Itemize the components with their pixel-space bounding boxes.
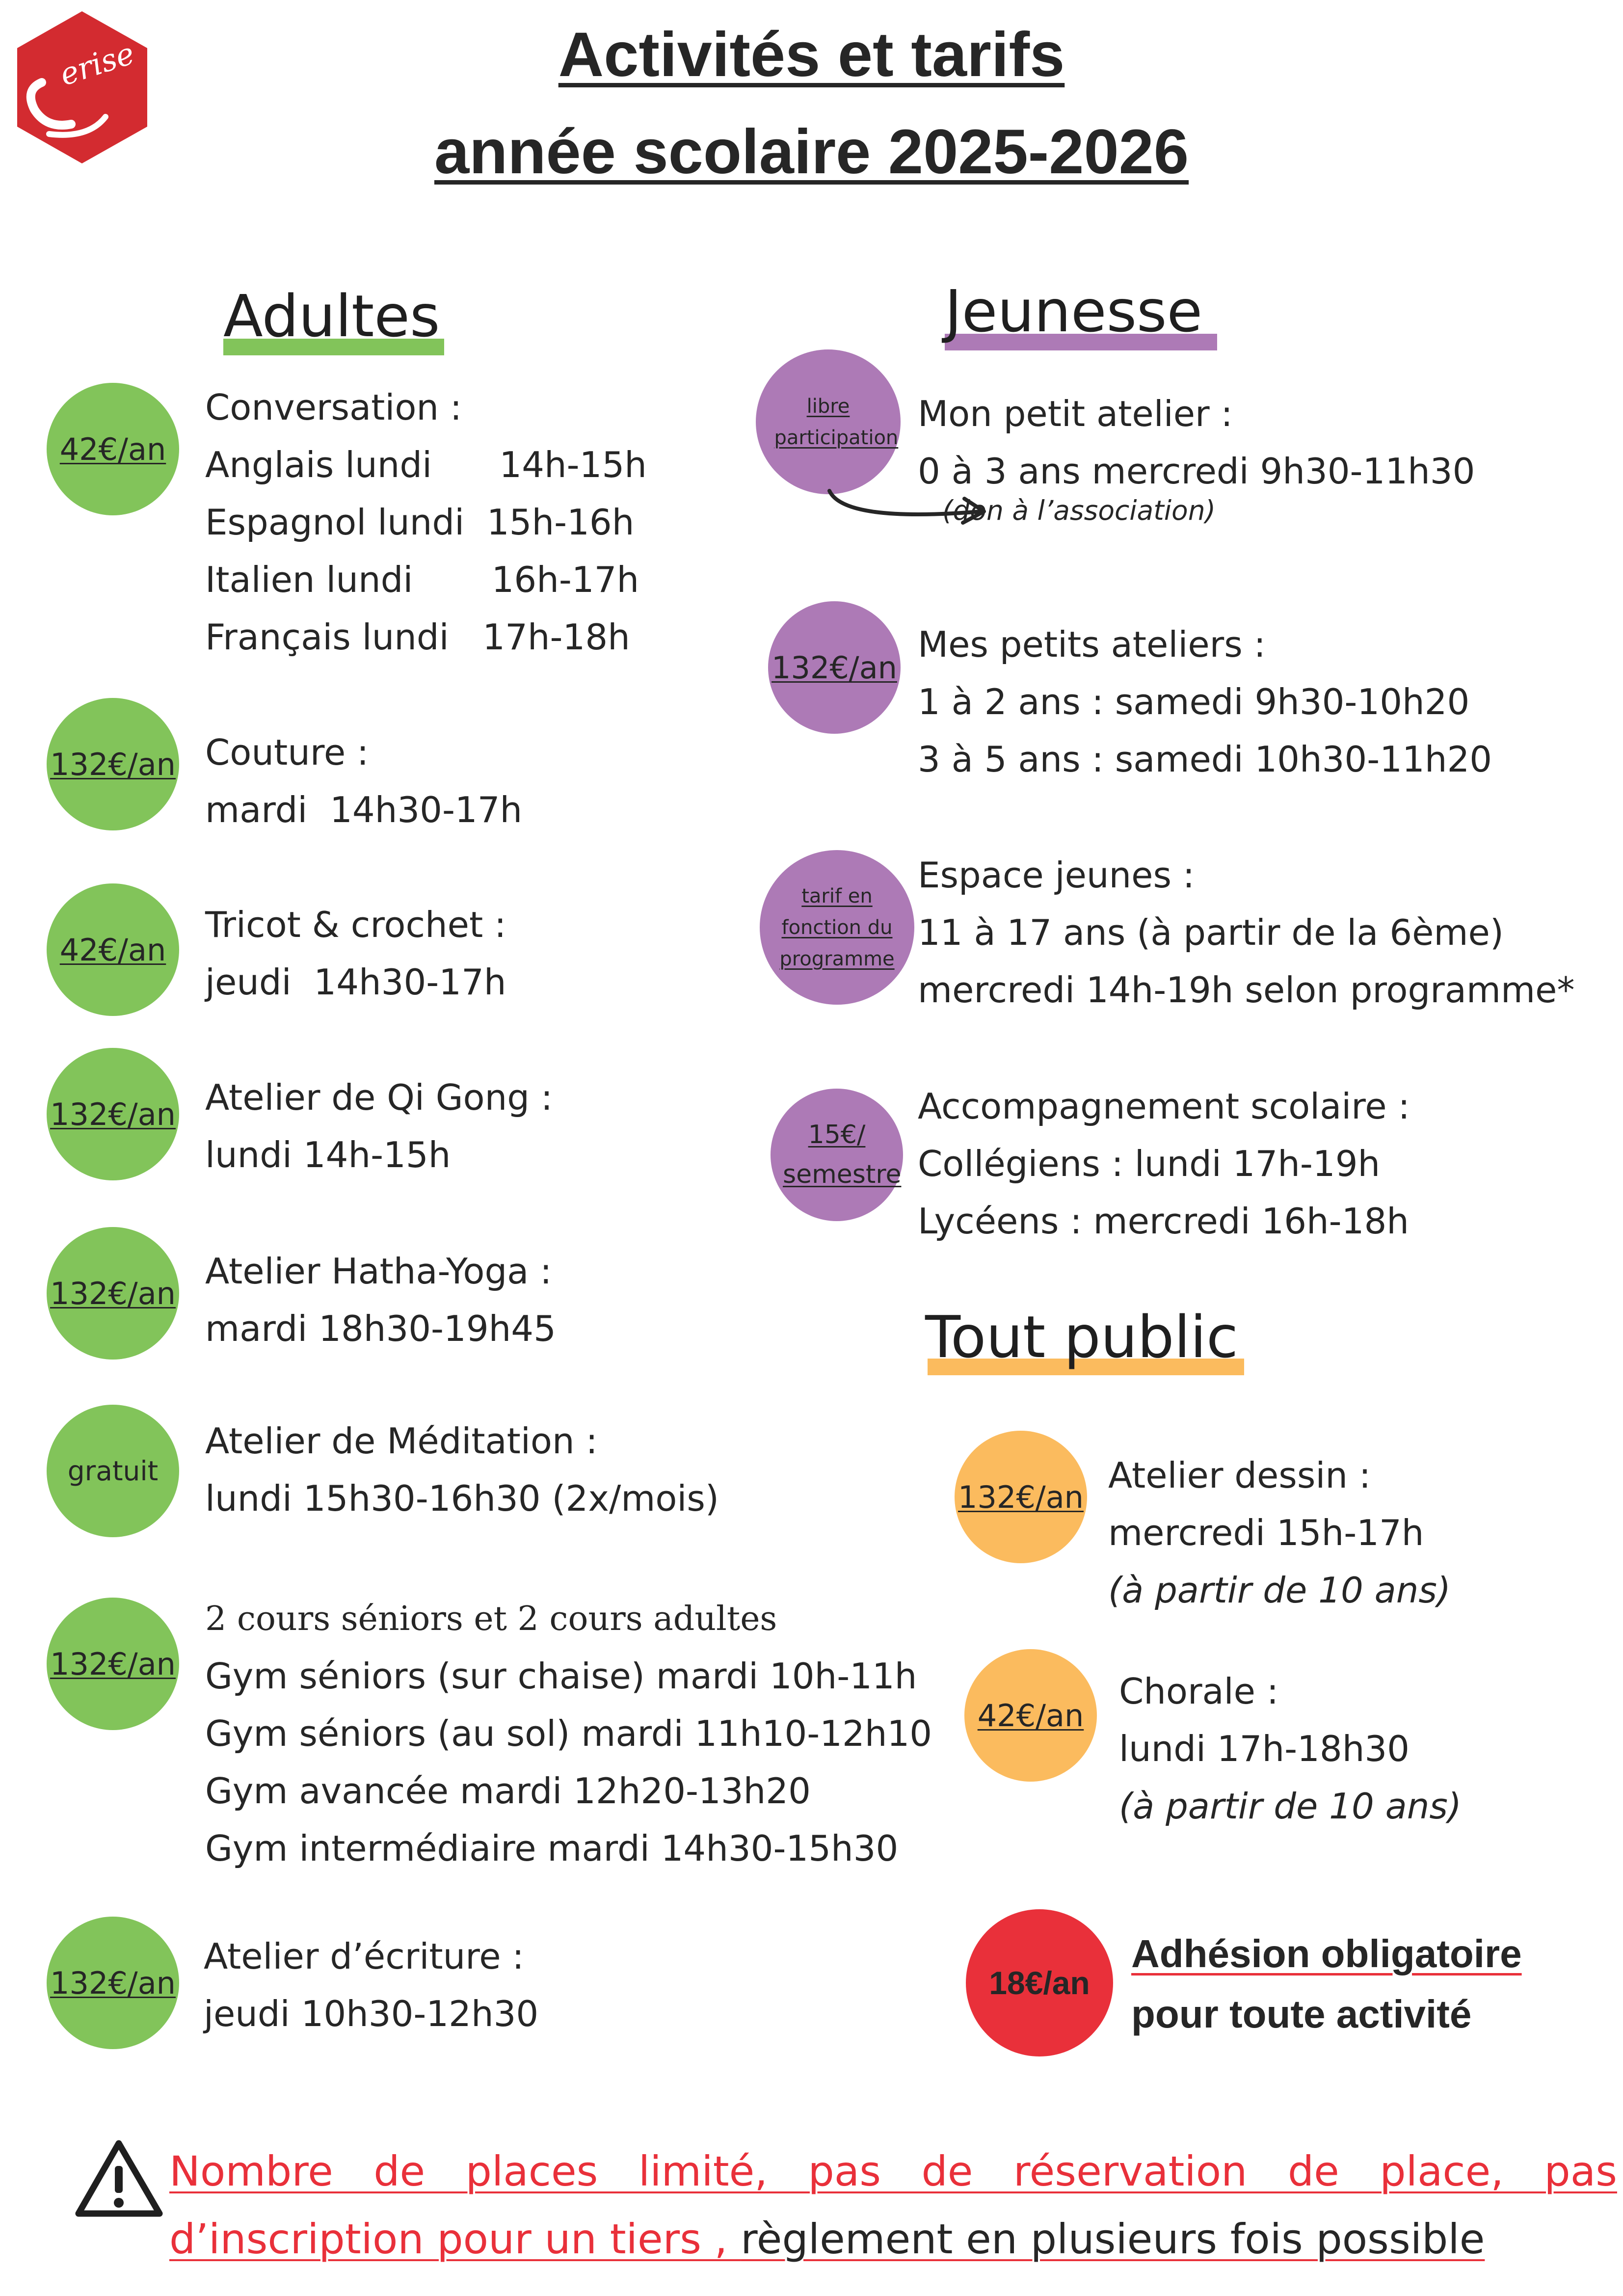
activity-title: Mes petits ateliers :	[918, 624, 1266, 665]
activity-ecriture	[204, 1928, 538, 2043]
activity-title: Conversation :	[205, 387, 462, 428]
price-badge: 132€/an	[955, 1431, 1087, 1563]
price-badge-gratuit: gratuit	[47, 1405, 179, 1537]
activity-mes-petits-ateliers	[918, 616, 1492, 788]
footer-line2	[169, 2215, 1485, 2263]
footer-line1: Nombre de places limité, pas de réservation de place, pas	[169, 2147, 1617, 2195]
footer-line2-dark: règlement en plusieurs fois possible	[741, 2215, 1485, 2263]
activity-schedule: Gym séniors (au sol) mardi 11h10-12h10	[205, 1713, 932, 1754]
activity-schedule: 11 à 17 ans (à partir de la 6ème)	[918, 912, 1504, 953]
activity-schedule: Gym séniors (sur chaise) mardi 10h-11h	[205, 1655, 917, 1697]
activity-chorale	[1119, 1663, 1462, 1835]
price-badge: 132€/an	[47, 1598, 179, 1730]
activity-title: Mon petit atelier :	[918, 393, 1233, 434]
activity-schedule: Lycéens : mercredi 16h-18h	[918, 1201, 1409, 1242]
activity-schedule: jeudi 10h30-12h30	[204, 1993, 539, 2034]
activity-schedule: mercredi 14h-19h selon programme*	[918, 969, 1575, 1011]
activity-schedule: 0 à 3 ans mercredi 9h30-11h30	[918, 451, 1475, 492]
activity-schedule: Français lundi 17h-18h	[205, 616, 630, 658]
price-badge: 132€/an	[768, 601, 901, 734]
activity-couture	[205, 724, 522, 839]
activity-title: Atelier de Méditation :	[205, 1420, 598, 1462]
price-badge: 132€/an	[47, 1048, 179, 1180]
activity-schedule: 1 à 2 ans : samedi 9h30-10h20	[918, 681, 1470, 722]
activity-title: Tricot & crochet :	[205, 904, 506, 945]
price-badge: 42€/an	[47, 883, 179, 1016]
activity-accompagnement-scolaire	[918, 1078, 1410, 1250]
activity-tricot	[205, 896, 506, 1011]
footer-line2-red: d’inscription pour un tiers ,	[169, 2215, 741, 2263]
activity-schedule: 3 à 5 ans : samedi 10h30-11h20	[918, 739, 1492, 780]
activity-espace-jeunes	[918, 847, 1574, 1019]
activity-title: Couture :	[205, 732, 369, 773]
activity-schedule: lundi 15h30-16h30 (2x/mois)	[205, 1478, 719, 1519]
activity-meditation	[205, 1413, 719, 1527]
price-badge: tarif en fonction du programme	[760, 850, 914, 1005]
activity-schedule: Espagnol lundi 15h-16h	[205, 502, 635, 543]
activity-conversation	[205, 379, 647, 666]
price-badge: 42€/an	[964, 1649, 1097, 1782]
activity-title: Atelier Hatha-Yoga :	[205, 1251, 552, 1292]
activity-schedule: Anglais lundi 14h-15h	[205, 444, 647, 485]
activity-note: (à partir de 10 ans)	[1108, 1570, 1451, 1611]
activity-title: Accompagnement scolaire :	[918, 1086, 1410, 1127]
section-title-jeunesse: Jeunesse	[945, 277, 1203, 345]
activity-schedule: jeudi 14h30-17h	[205, 961, 506, 1003]
activity-schedule: Italien lundi 16h-17h	[205, 559, 639, 600]
warning-triangle-icon	[74, 2137, 164, 2218]
activity-schedule: Gym intermédiaire mardi 14h30-15h30	[205, 1828, 899, 1869]
activity-title: Atelier d’écriture :	[204, 1936, 524, 1977]
activity-title: Chorale :	[1119, 1671, 1279, 1712]
activity-title: Atelier dessin :	[1108, 1455, 1371, 1496]
activity-schedule: Collégiens : lundi 17h-19h	[918, 1143, 1381, 1184]
price-badge: 132€/an	[47, 1227, 179, 1360]
price-badge: libre participation	[756, 349, 901, 494]
page-title-line1: Activités et tarifs	[558, 20, 1065, 90]
section-title-adultes: Adultes	[223, 282, 440, 350]
activity-hatha-yoga	[205, 1243, 556, 1358]
activity-mon-petit-atelier	[918, 385, 1475, 500]
price-badge: 132€/an	[47, 1917, 179, 2049]
activity-schedule: mercredi 15h-17h	[1108, 1512, 1424, 1553]
adhesion-badge: 18€/an	[966, 1909, 1113, 2056]
activity-note: (don à l’association)	[942, 495, 1216, 526]
adhesion-subtitle: pour toute activité	[1131, 1992, 1472, 2036]
adhesion-title: Adhésion obligatoire	[1131, 1932, 1522, 1976]
section-title-tout-public: Tout public	[925, 1303, 1238, 1371]
activity-note: (à partir de 10 ans)	[1119, 1786, 1462, 1827]
activity-title: Atelier de Qi Gong :	[205, 1077, 553, 1118]
activity-gym	[205, 1590, 932, 1877]
logo-text: erise	[55, 35, 139, 93]
activity-title: Espace jeunes :	[918, 854, 1195, 896]
activity-schedule: Gym avancée mardi 12h20-13h20	[205, 1770, 811, 1812]
activity-qi-gong	[205, 1069, 553, 1184]
activity-title: 2 cours séniors et 2 cours adultes	[205, 1600, 777, 1638]
activity-schedule: lundi 14h-15h	[205, 1134, 451, 1175]
price-badge: 42€/an	[47, 383, 179, 515]
page-title-line2: année scolaire 2025-2026	[434, 117, 1189, 187]
activity-schedule: mardi 14h30-17h	[205, 789, 523, 830]
activity-schedule: mardi 18h30-19h45	[205, 1308, 556, 1349]
activity-atelier-dessin	[1108, 1447, 1451, 1619]
price-badge: 132€/an	[47, 698, 179, 830]
price-badge: 15€/ semestre	[771, 1089, 903, 1221]
activity-schedule: lundi 17h-18h30	[1119, 1728, 1410, 1769]
